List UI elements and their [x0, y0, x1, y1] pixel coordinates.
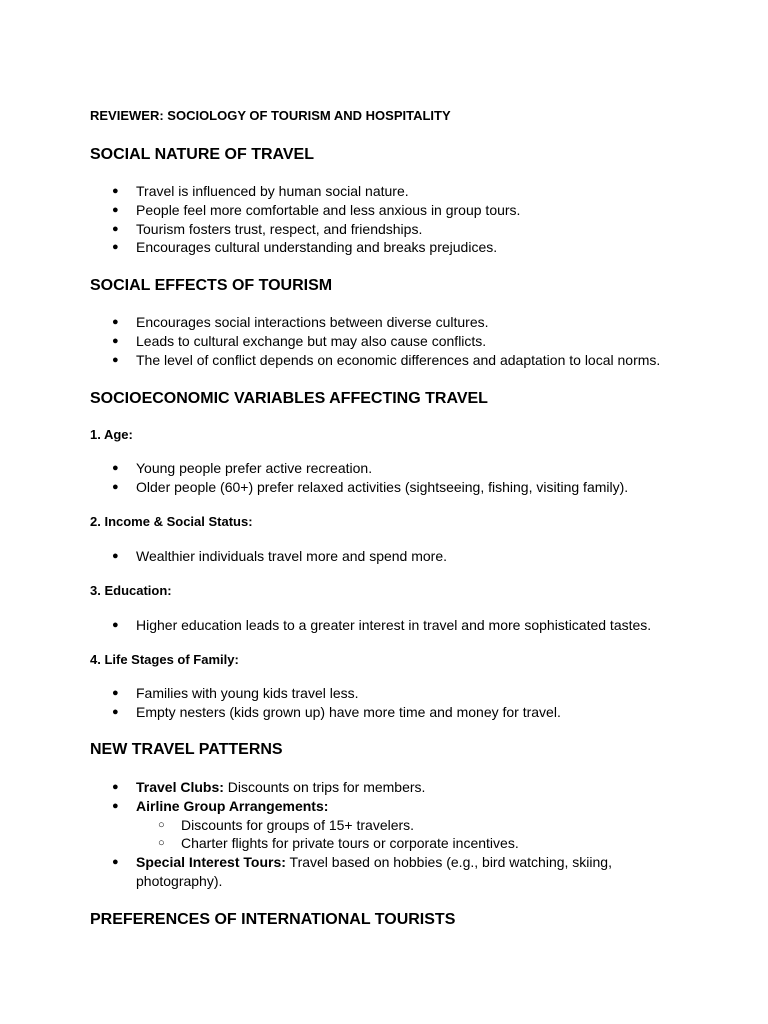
subheading-education: 3. Education: — [90, 583, 172, 598]
heading-socioeconomic: SOCIOECONOMIC VARIABLES AFFECTING TRAVEL — [90, 390, 488, 407]
heading-social-effects: SOCIAL EFFECTS OF TOURISM — [90, 277, 333, 294]
heading-preferences: PREFERENCES OF INTERNATIONAL TOURISTS — [90, 911, 456, 928]
heading-social-nature: SOCIAL NATURE OF TRAVEL — [90, 146, 314, 163]
list-item — [0, 853, 768, 891]
social-nature-list — [0, 182, 768, 257]
sub-list-item: ○ Charter flights for private tours or corporate incentives. — [181, 834, 668, 853]
list-item: ● Encourages cultural understanding and breaks prejudices. — [0, 238, 768, 257]
heading-new-patterns: NEW TRAVEL PATTERNS — [90, 741, 283, 758]
list-item: ● The level of conflict depends on economic differences and adaptation to local norms. — [0, 351, 768, 370]
life-stages-list — [0, 684, 768, 722]
list-item: ● Higher education leads to a greater interest in travel and more sophisticated tastes. — [0, 616, 768, 635]
term-text: Travel based on hobbies (e.g., bird watching, skiing, photography). — [136, 854, 612, 889]
term-label: Airline Group Arrangements: — [136, 797, 329, 814]
sub-list-item: ○ Discounts for groups of 15+ travelers. — [181, 816, 668, 835]
list-item: ● Tourism fosters trust, respect, and friendships. — [0, 220, 768, 239]
list-item: ● Travel is influenced by human social nature. — [0, 182, 768, 201]
new-patterns-list — [0, 778, 768, 891]
list-item: ● Encourages social interactions between diverse cultures. — [0, 313, 768, 332]
income-list — [0, 547, 768, 566]
subheading-income: 2. Income & Social Status: — [90, 514, 253, 529]
education-list — [0, 616, 768, 635]
age-list — [0, 459, 768, 497]
list-item: ● Wealthier individuals travel more and spend more. — [0, 547, 768, 566]
list-item: ● Empty nesters (kids grown up) have more time and money for travel. — [0, 703, 768, 722]
term-text: Discounts on trips for members. — [223, 779, 426, 795]
term-label: Travel Clubs: — [136, 779, 224, 795]
airline-sublist — [136, 816, 668, 854]
list-item — [0, 797, 768, 853]
subheading-age: 1. Age: — [90, 427, 133, 442]
list-item: ● Leads to cultural exchange but may also cause conflicts. — [0, 332, 768, 351]
list-item: ● Young people prefer active recreation. — [0, 459, 768, 478]
social-effects-list — [0, 313, 768, 369]
list-item: ● Older people (60+) prefer relaxed activities (sightseeing, fishing, visiting family). — [0, 478, 768, 497]
term-label: Special Interest Tours: — [136, 854, 286, 871]
subheading-life-stages: 4. Life Stages of Family: — [90, 652, 239, 667]
list-item: ● Families with young kids travel less. — [0, 684, 768, 703]
document-title: REVIEWER: SOCIOLOGY OF TOURISM AND HOSPITALITY — [90, 108, 451, 123]
list-item — [0, 778, 768, 797]
list-item: ● People feel more comfortable and less anxious in group tours. — [0, 201, 768, 220]
